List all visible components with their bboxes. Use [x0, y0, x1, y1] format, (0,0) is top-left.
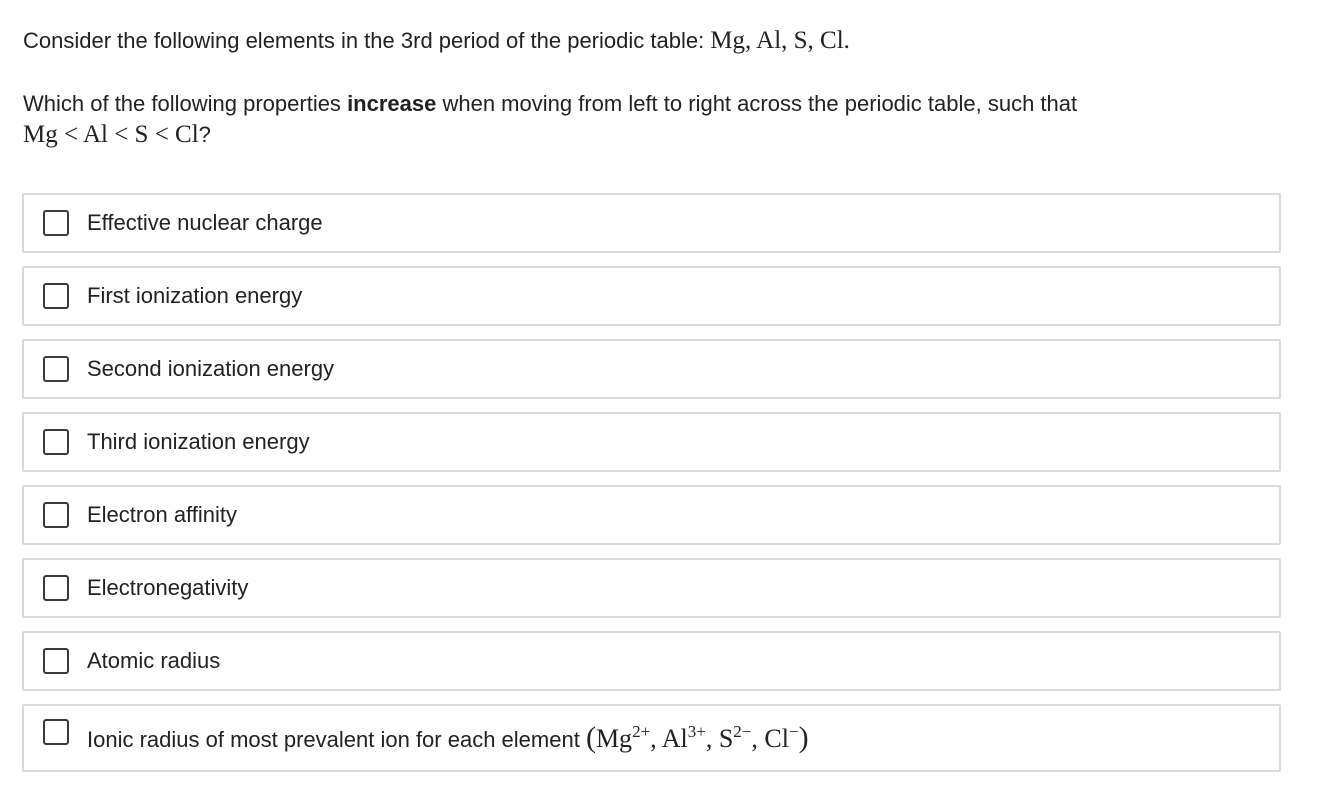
option-label: Electronegativity — [87, 575, 249, 600]
ion-separator: , — [650, 724, 662, 753]
option-first-ionization-energy[interactable] — [22, 266, 1281, 326]
option-label — [87, 710, 809, 766]
option-label: Atomic radius — [87, 648, 221, 673]
checkbox[interactable] — [43, 210, 69, 236]
ion-s-charge: 2− — [733, 722, 752, 741]
checkbox[interactable] — [43, 719, 69, 745]
ion-cl-charge: − — [788, 722, 799, 741]
ion-list-math — [585, 721, 809, 754]
option-label: Electron affinity — [87, 502, 238, 527]
ion-mg-charge: 2+ — [632, 722, 651, 741]
option-effective-nuclear-charge[interactable] — [22, 193, 1281, 253]
option-electron-affinity[interactable] — [22, 485, 1281, 545]
question-prompt — [23, 87, 1313, 121]
answer-options — [22, 193, 1281, 785]
ion-mg: Mg — [595, 724, 633, 753]
ion-cl: Cl — [764, 724, 789, 753]
checkbox[interactable] — [43, 648, 69, 674]
checkbox[interactable] — [43, 575, 69, 601]
checkbox[interactable] — [43, 502, 69, 528]
option-third-ionization-energy[interactable] — [22, 412, 1281, 472]
open-paren: ( — [585, 721, 596, 754]
prompt-text-end: when moving from left to right across the periodic table, such that — [436, 91, 1078, 116]
ion-al-charge: 3+ — [687, 722, 706, 741]
option-ionic-radius[interactable] — [22, 704, 1281, 772]
checkbox[interactable] — [43, 429, 69, 455]
question-text — [23, 24, 1313, 152]
checkbox[interactable] — [43, 356, 69, 382]
ion-al: Al — [661, 724, 688, 753]
question-mark: ? — [198, 122, 211, 147]
option-atomic-radius[interactable] — [22, 631, 1281, 691]
option-second-ionization-energy[interactable] — [22, 339, 1281, 399]
prompt-emphasis: increase — [347, 91, 437, 116]
prompt-text-start: Which of the following properties — [23, 91, 348, 116]
ion-s: S — [718, 724, 734, 753]
ion-separator: , — [705, 724, 719, 753]
option-label: Effective nuclear charge — [87, 210, 323, 235]
ionic-radius-text: Ionic radius of most prevalent ion for each element — [87, 727, 586, 752]
elements-list-math: Mg, Al, S, Cl. — [710, 27, 850, 54]
intro-text: Consider the following elements in the 3rd period of the periodic table: — [23, 28, 711, 53]
question-ordering — [23, 118, 1313, 152]
ordering-math: Mg < Al < S < Cl — [23, 121, 199, 148]
option-label: Third ionization energy — [87, 429, 310, 454]
ion-separator: , — [751, 724, 765, 753]
option-label: Second ionization energy — [87, 356, 335, 381]
option-electronegativity[interactable] — [22, 558, 1281, 618]
question-intro — [23, 24, 1313, 58]
checkbox[interactable] — [43, 283, 69, 309]
close-paren: ) — [798, 721, 809, 754]
option-label: First ionization energy — [87, 283, 303, 308]
